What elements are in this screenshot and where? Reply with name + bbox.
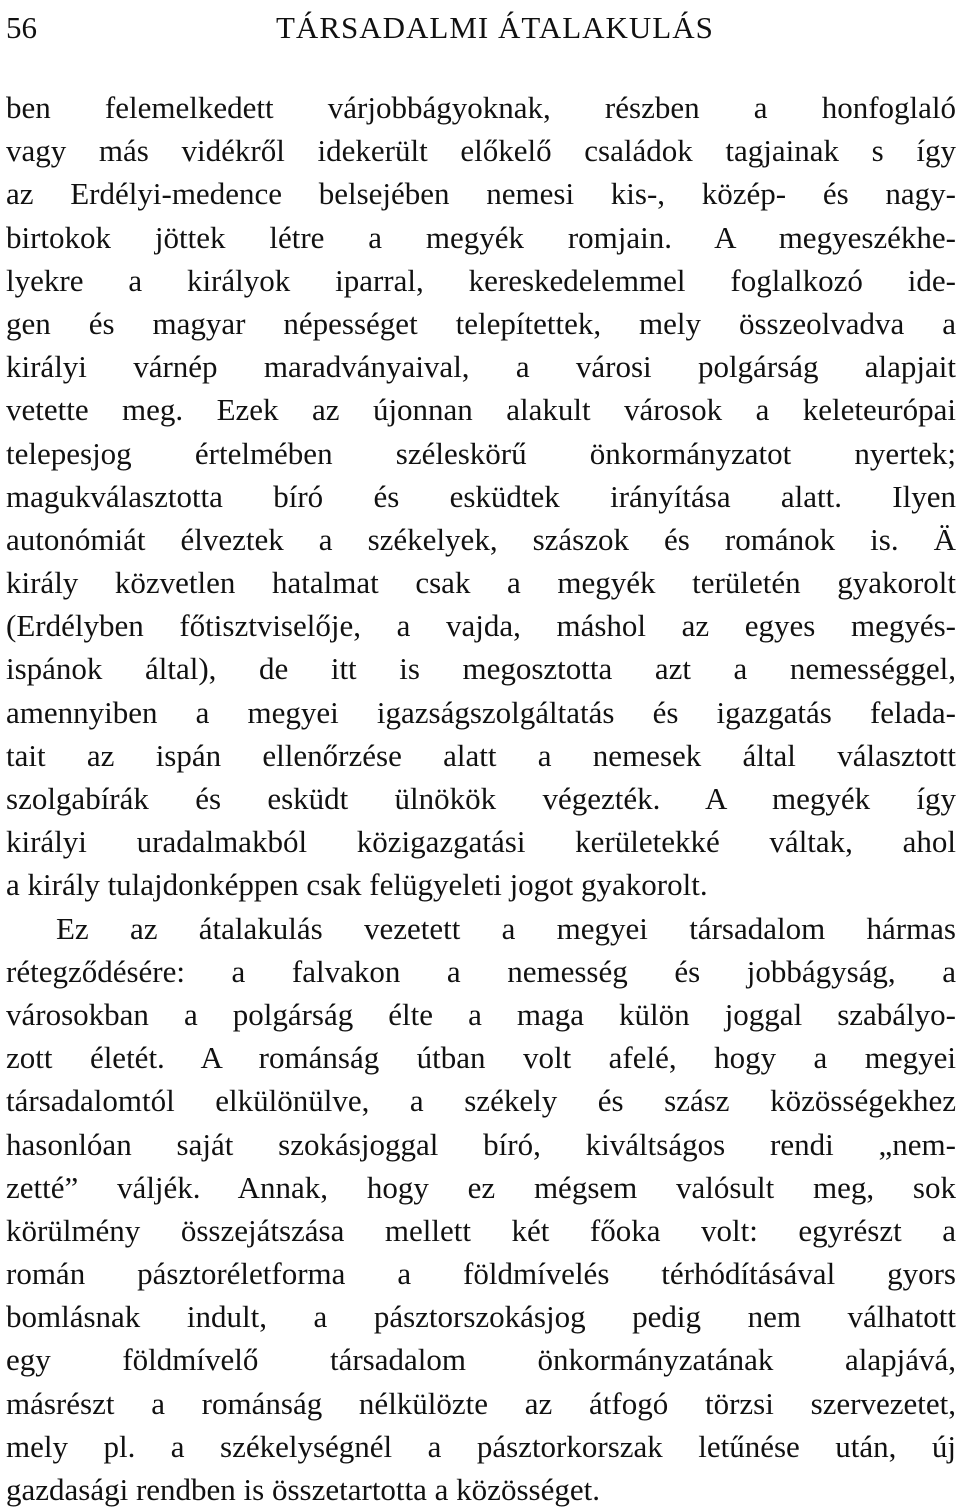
text-line: király közvetlen hatalmat csak a megyék területén gyakorolt [6, 565, 956, 601]
text-line: ben felemelkedett várjobbágyoknak, részben a honfoglaló [6, 90, 956, 125]
text-line: az Erdélyi-medence belsejében nemesi kis-, közép- és nagy- [6, 176, 956, 212]
text-line: lyekre a királyok iparral, kereskedelemmel foglalkozó ide- [6, 262, 956, 298]
text-line: magukválasztotta bíró és esküdtek irányítása alatt. Ilyen [6, 478, 956, 514]
text-line: gen és magyar népességet telepítettek, mely összeolvadva a [6, 305, 956, 341]
text-line: királyi várnép maradványaival, a városi polgárság alapjait [6, 349, 956, 385]
paragraph-last-line: a király tulajdonképpen csak felügyeleti jogot gyakorolt. [6, 867, 708, 903]
text-line: telepesjog értelmében széleskörű önkormányzatot nyertek; [6, 435, 956, 471]
book-page [6, 0, 956, 1511]
text-line: vetette meg. Ezek az újonnan alakult városok a keleteurópai [6, 392, 956, 428]
text-line: társadalomtól elkülönülve, a székely és szász közösségekhez [6, 1083, 956, 1119]
page-header [6, 0, 956, 56]
text-line: hasonlóan saját szokásjoggal bíró, kiváltságos rendi „nem- [6, 1126, 956, 1162]
text-line: zetté” váljék. Annak, hogy ez mégsem valósult meg, sok [6, 1169, 956, 1205]
text-line: mely pl. a székelységnél a pásztorkorszak letűnése után, új [6, 1428, 956, 1464]
text-line: vagy más vidékről idekerült előkelő családok tagjainak s így [6, 133, 956, 169]
paragraph-first-line: Ez az átalakulás vezetett a megyei társadalom hármas [56, 910, 956, 946]
text-line: szolgabírák és esküdt ülnökök végezték. A megyék így [6, 781, 956, 816]
text-line: másrészt a románság nélkülözte az átfogó törzsi szervezetet, [6, 1385, 956, 1421]
text-line: autonómiát élveztek a székelyek, szászok és románok is. Ä [6, 521, 956, 557]
text-line: ispánok által), de itt is megosztotta azt a nemességgel, [6, 651, 956, 687]
text-line: amennyiben a megyei igazságszolgáltatás és igazgatás felada- [6, 694, 956, 730]
body-text [6, 86, 956, 1511]
text-line: egy földmívelő társadalom önkormányzatának alapjává, [6, 1342, 956, 1378]
text-line: városokban a polgárság élte a maga külön joggal szabályo- [6, 996, 956, 1032]
text-line: királyi uradalmakból közigazgatási kerületekké váltak, ahol [6, 824, 956, 860]
paragraph-last-line: gazdasági rendben is összetartotta a közösséget. [6, 1472, 600, 1507]
text-line: tait az ispán ellenőrzése alatt a nemesek által választott [6, 737, 956, 773]
text-line: zott életét. A románság útban volt afelé, hogy a megyei [6, 1040, 956, 1076]
text-line: (Erdélyben főtisztviselője, a vajda, máshol az egyes megyés- [6, 608, 956, 644]
running-title: TÁRSADALMI ÁTALAKULÁS [276, 10, 714, 45]
page-number: 56 [6, 10, 37, 45]
text-line: birtokok jöttek létre a megyék romjain. A megyeszékhe- [6, 219, 956, 255]
text-line: körülmény összejátszása mellett két főoka volt: egyrészt a [6, 1212, 956, 1248]
text-line: román pásztoréletforma a földmívelés térhódításával gyors [6, 1256, 956, 1292]
text-line: bomlásnak indult, a pásztorszokásjog pedig nem válhatott [6, 1299, 956, 1335]
text-line: rétegződésére: a falvakon a nemesség és jobbágyság, a [6, 953, 956, 989]
